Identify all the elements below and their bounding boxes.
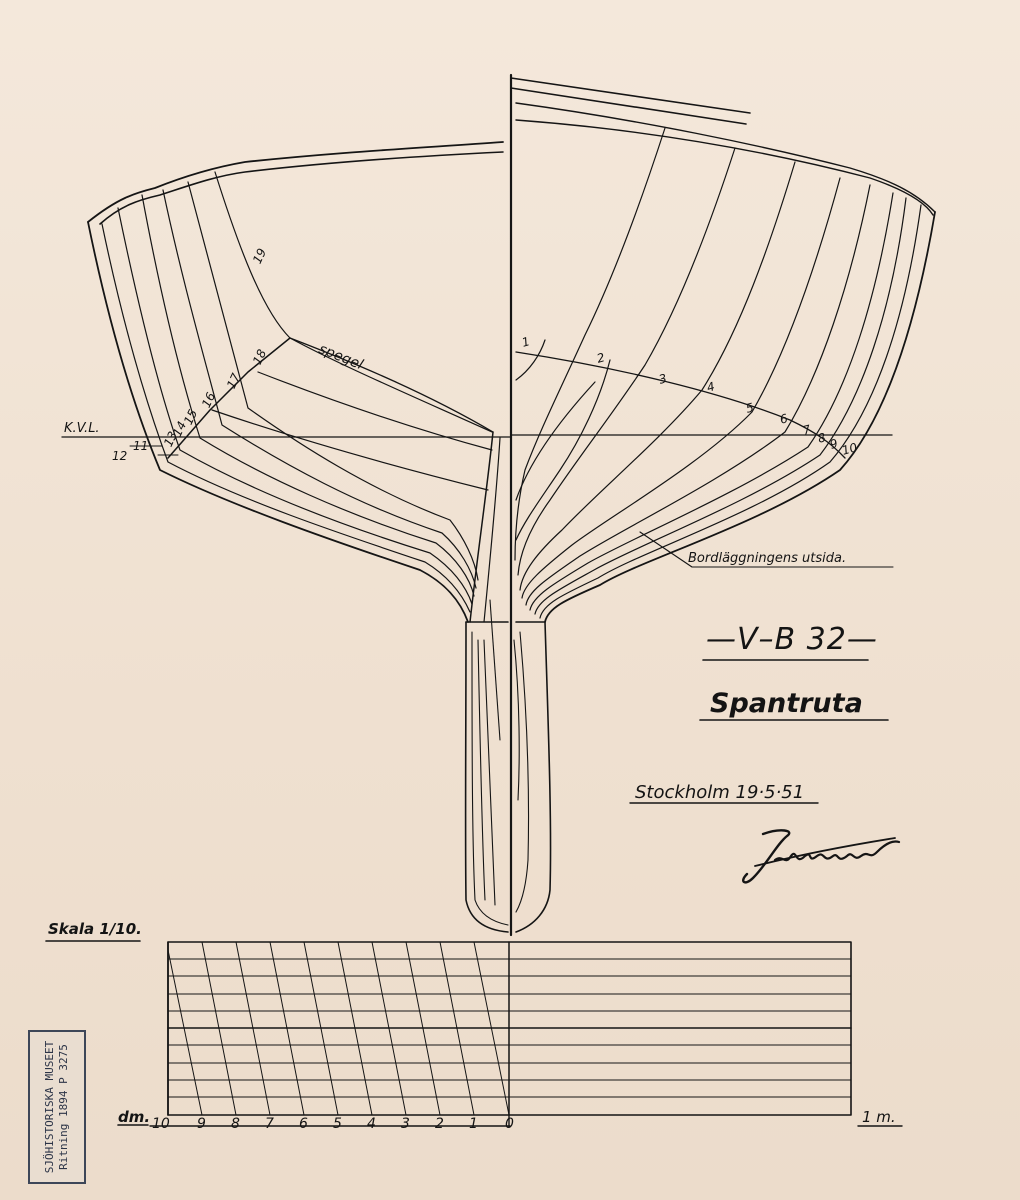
station-number: 10 [840, 440, 859, 458]
scale-tick: 7 [265, 1116, 274, 1132]
outside-planking-label: Bordläggningens utsida. [688, 551, 847, 566]
station-number: 5 [744, 400, 756, 416]
station-number: 11 [133, 439, 149, 453]
aft-body-outline [62, 142, 511, 932]
scale-unit-left: dm. [118, 1108, 151, 1126]
station-number: 7 [801, 422, 813, 438]
scale-tick: 2 [435, 1116, 444, 1132]
drawing-subtitle: Spantruta [710, 688, 863, 719]
scale-tick: 3 [401, 1116, 410, 1132]
station-number: 18 [250, 347, 270, 367]
forward-body-outline [511, 78, 935, 932]
scale-tick: 6 [299, 1116, 308, 1132]
station-number: 4 [705, 379, 717, 395]
scale-tick: 4 [367, 1116, 376, 1132]
station-number: 15 [181, 407, 201, 427]
drawing-title: —V–B 32— [706, 622, 878, 657]
scale-grid [46, 941, 902, 1127]
station-number: 3 [657, 371, 669, 387]
station-number: 6 [778, 411, 790, 427]
station-number: 13 [161, 429, 181, 449]
museum-stamp [28, 1030, 86, 1184]
stamp-line-1: SJÖHISTORISKA MUSEET [43, 1040, 56, 1174]
scale-unit-right: 1 m. [862, 1108, 896, 1126]
spegel-label: spegel [316, 341, 366, 374]
station-number: 2 [595, 350, 607, 366]
scale-tick: 0 [505, 1116, 514, 1132]
place-date: Stockholm 19·5·51 [635, 782, 805, 803]
scale-label: Skala 1/10. [48, 920, 142, 938]
station-number: 17 [224, 371, 244, 391]
scale-tick: 1 [469, 1116, 478, 1132]
station-number: 8 [816, 430, 828, 446]
scale-tick: 9 [197, 1116, 206, 1132]
station-number: 16 [199, 390, 219, 410]
station-number: 9 [828, 436, 840, 452]
scale-tick: 5 [333, 1116, 342, 1132]
signature [735, 826, 905, 896]
scale-tick: 10 [152, 1116, 170, 1132]
station-number: 12 [112, 449, 128, 463]
station-number: 14 [170, 419, 190, 439]
scale-tick: 8 [231, 1116, 240, 1132]
station-number: 1 [520, 334, 532, 350]
kvl-label: K.V.L. [64, 421, 100, 436]
stamp-line-2: Ritning 1894 P 3275 [57, 1044, 70, 1170]
station-number: 19 [250, 246, 270, 266]
